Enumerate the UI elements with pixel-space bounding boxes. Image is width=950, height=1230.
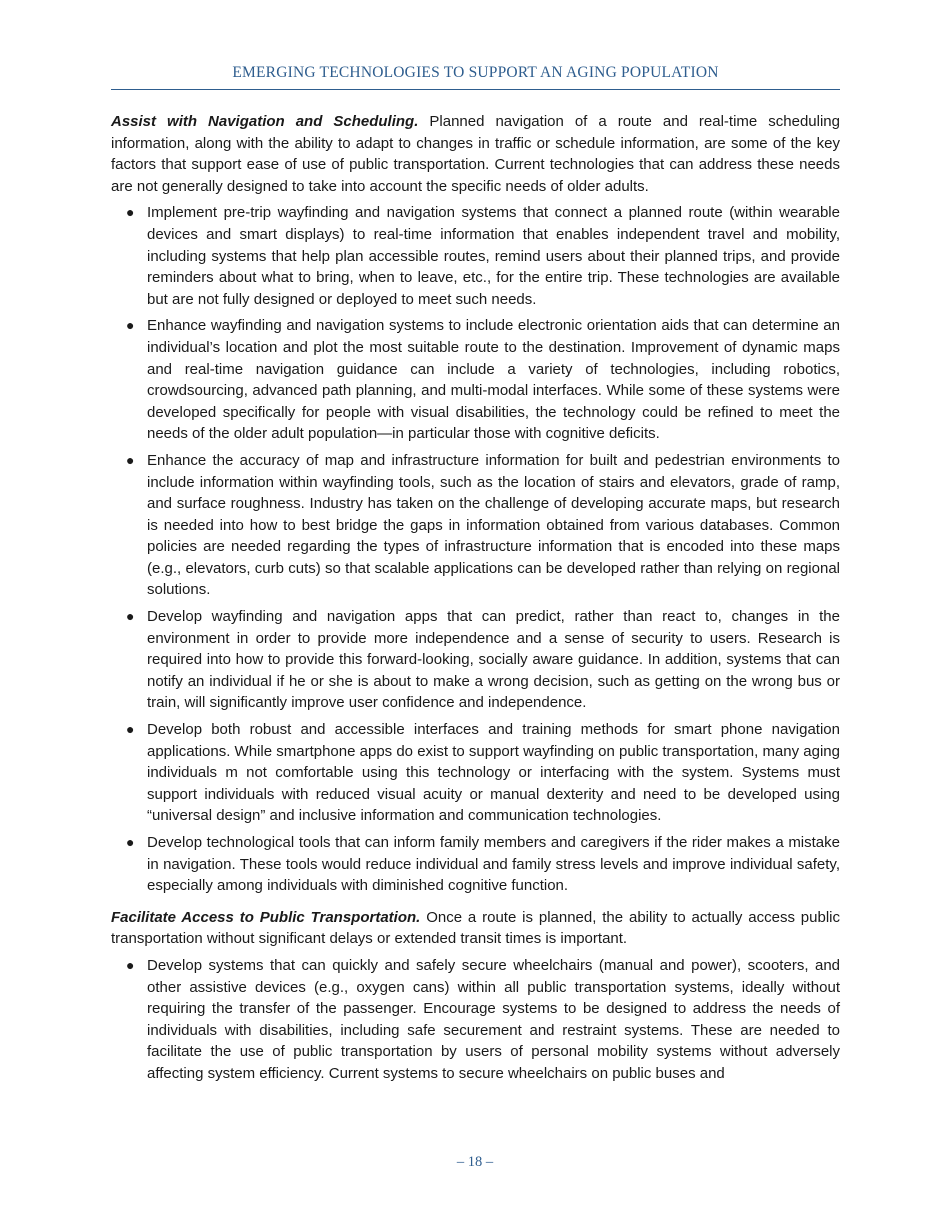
section-text-navigation: Planned navigation of a route and real-time scheduling information, along with the ability to adapt to changes in traffic or schedule information, are some of the key factors that support ease of use of public transportation. Current technologies that can address these needs are not generally designed to take into account the specific needs of older adults. — [111, 113, 840, 195]
section-paragraph-navigation — [111, 111, 840, 197]
list-item-text: Develop both robust and accessible interfaces and training methods for smart phone navigation applications. While smartphone apps do exist to support wayfinding on public transportation, many aging individuals m not comfortable using this technology or interfacing with the system. Systems must support individuals with reduced visual acuity or manual dexterity and need to be developed using “universal design” and inclusive information and communication technologies. — [147, 721, 840, 825]
running-header: EMERGING TECHNOLOGIES TO SUPPORT AN AGING POPULATION — [232, 64, 719, 81]
list-item — [111, 450, 840, 601]
bullet-icon: ● — [126, 204, 135, 221]
page-number: – 18 – — [456, 1154, 494, 1170]
list-item — [111, 832, 840, 897]
document-body — [111, 111, 840, 1095]
section-paragraph-access — [111, 907, 840, 950]
list-item — [111, 719, 840, 827]
list-item — [111, 315, 840, 445]
list-item-text: Develop technological tools that can inform family members and caregivers if the rider makes a mistake in navigation. These tools would reduce individual and family stress levels and improve individual safety, especially among individuals with diminished cognitive function. — [147, 834, 840, 895]
list-item-text: Develop wayfinding and navigation apps that can predict, rather than react to, changes in the environment in order to provide more independence and a sense of security to users. Research is required into how to provide this forward-looking, socially aware guidance. In addition, systems that can notify an individual if he or she is about to make a wrong decision, such as getting on the wrong bus or train, will significantly improve user confidence and independence. — [147, 608, 840, 712]
header-divider — [111, 89, 840, 90]
bullet-list-navigation — [111, 202, 840, 896]
bullet-list-access — [111, 955, 840, 1085]
section-heading-access: Facilitate Access to Public Transportation. — [111, 908, 421, 926]
list-item-text: Enhance wayfinding and navigation systems to include electronic orientation aids that can determine an individual’s location and plot the most suitable route to the destination. Improvement of dynamic maps and real-time navigation guidance can include a variety of technologies, including robotics, crowdsourcing, advanced path planning, and multi-modal interfaces. While some of these systems were developed specifically for people with visual disabilities, the technology could be refined to meet the needs of the older adult population—in particular those with cognitive deficits. — [147, 317, 840, 443]
section-heading-navigation: Assist with Navigation and Scheduling. — [111, 113, 419, 130]
bullet-icon: ● — [126, 956, 135, 973]
list-item-text: Enhance the accuracy of map and infrastructure information for built and pedestrian environments to include information within wayfinding tools, such as the location of stairs and elevators, grade of ramp, and surface roughness. Industry has taken on the challenge of developing accurate maps, but research is needed into how to best bridge the gaps in information obtained from various databases. Common policies are needed regarding the types of infrastructure information that is encoded into these maps (e.g., elevators, curb cuts) so that scalable applications can be developed rather than relying on regional solutions. — [147, 451, 840, 599]
bullet-icon: ● — [126, 451, 135, 468]
bullet-icon: ● — [126, 317, 135, 334]
list-item-text: Develop systems that can quickly and safely secure wheelchairs (manual and power), scooters, and other assistive devices (e.g., oxygen cans) within all public transportation systems, ideally without requiring the transfer of the passenger. Encourage systems to be designed to address the needs of individuals with disabilities, including safe securement and restraint systems. These are needed to facilitate the use of public transportation by users of personal mobility systems without adversely affecting system efficiency. Current systems to secure wheelchairs on public buses and — [147, 956, 840, 1082]
section-text-access: Once a route is planned, the ability to actually access public transportation without significant delays or extended transit times is important. — [111, 908, 841, 948]
list-item — [111, 955, 840, 1085]
list-item-text: Implement pre-trip wayfinding and navigation systems that connect a planned route (within wearable devices and smart displays) to real-time information that enables independent travel and mobility, including systems that help plan accessible routes, remind users about their planned trips, and provide reminders about what to bring, when to leave, etc., for the entire trip. These technologies are available but are not fully designed or deployed to meet such needs. — [147, 204, 840, 308]
list-item — [111, 202, 840, 310]
bullet-icon: ● — [126, 721, 135, 738]
list-item — [111, 606, 840, 714]
bullet-icon: ● — [126, 834, 135, 850]
bullet-icon: ● — [126, 608, 135, 625]
